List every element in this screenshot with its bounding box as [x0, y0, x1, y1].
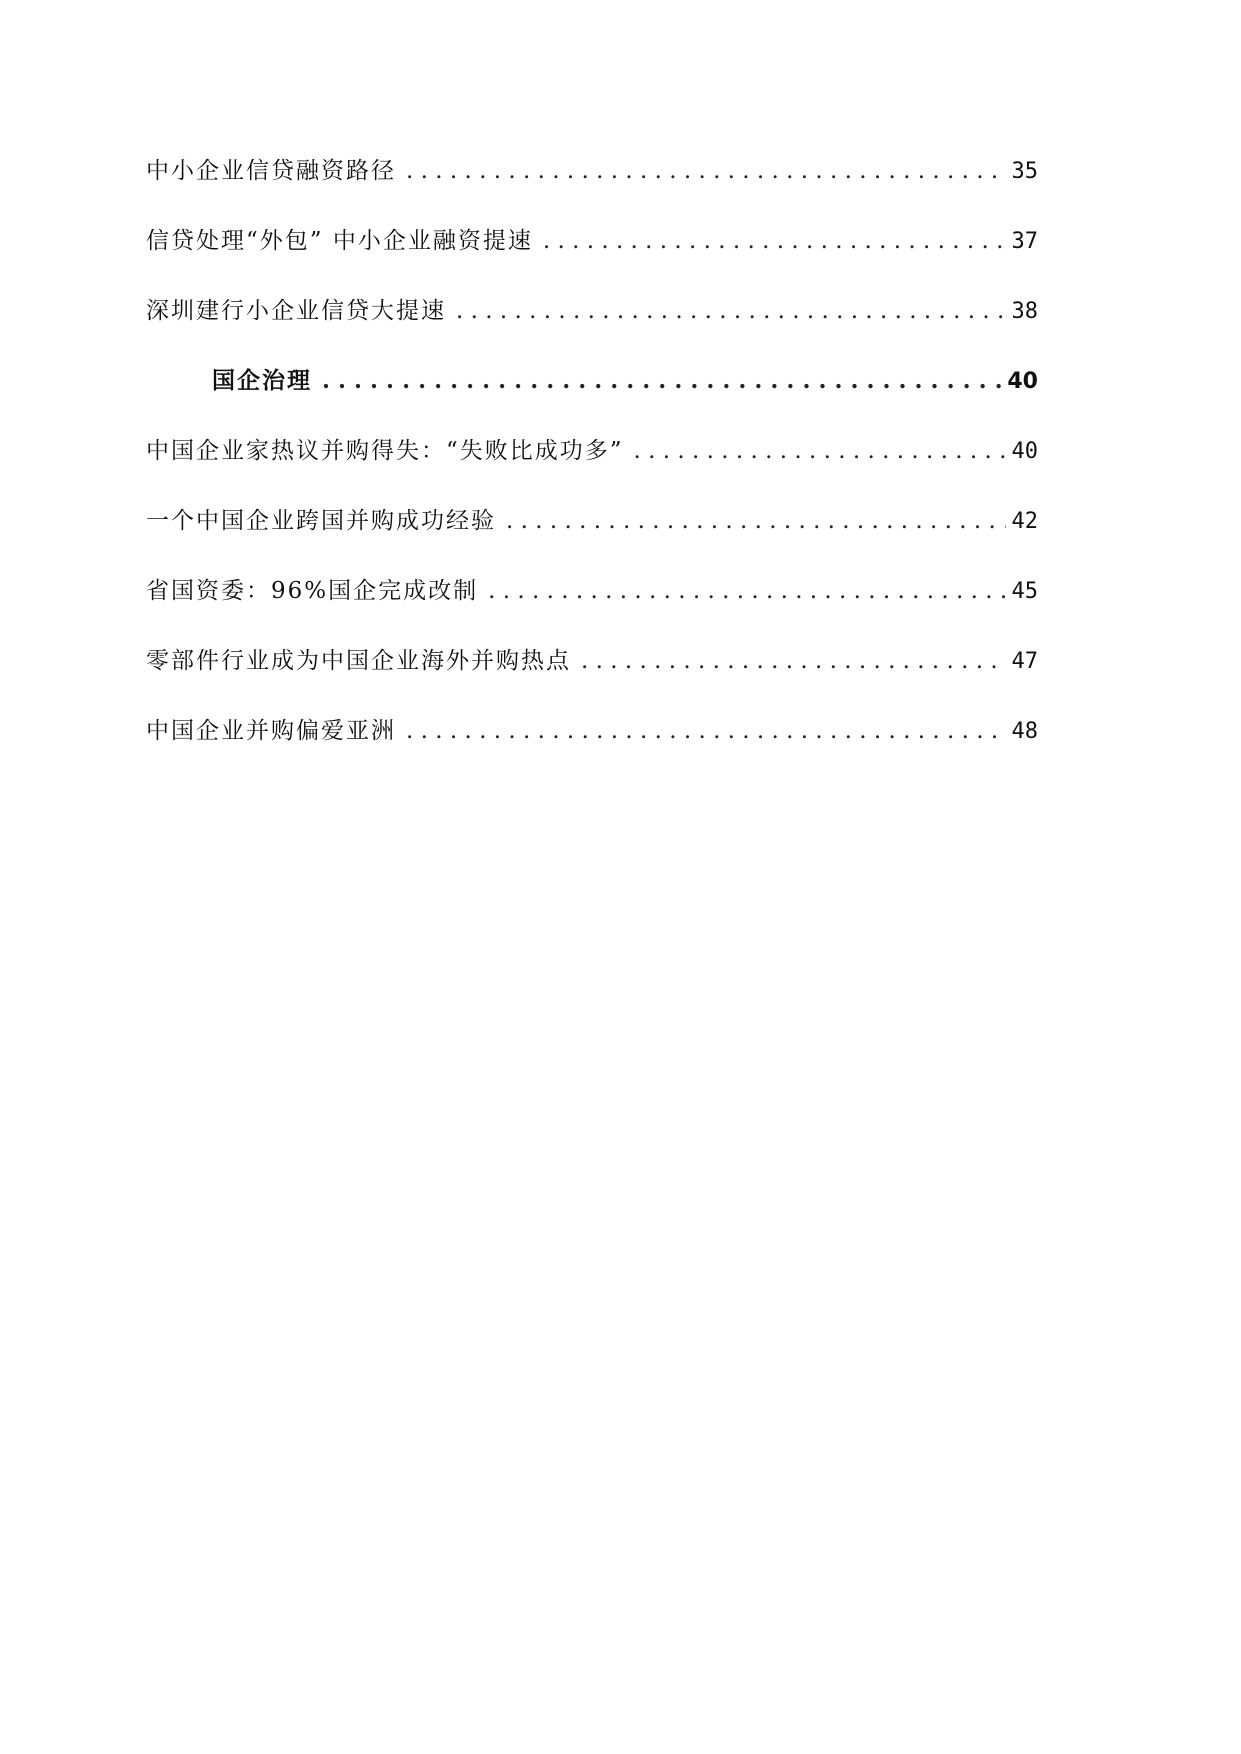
toc-section-heading[interactable] [146, 362, 1038, 432]
dot-leader [322, 367, 1001, 394]
toc-entry-title: 深圳建行小企业信贷大提速 [146, 298, 446, 324]
toc-entry-page: 42 [1011, 509, 1038, 534]
toc-entry-page: 35 [1011, 159, 1038, 184]
toc-entry-title: 中国企业家热议并购得失：“失败比成功多” [146, 438, 624, 464]
toc-entry-title: 中国企业并购偏爱亚洲 [146, 718, 396, 744]
toc-entry-page: 38 [1011, 299, 1038, 324]
toc-entry-title: 零部件行业成为中国企业海外并购热点 [146, 648, 571, 674]
dot-leader [488, 578, 1005, 604]
dot-leader [406, 158, 1006, 184]
toc-entry[interactable] [146, 502, 1038, 572]
toc-entry-title: 省国资委：96%国企完成改制 [146, 578, 479, 604]
dot-leader [406, 718, 1006, 744]
toc-section-page: 40 [1007, 369, 1038, 394]
toc-entry-title: 信贷处理“外包” 中小企业融资提速 [146, 228, 533, 254]
toc-entry-page: 37 [1011, 229, 1038, 254]
toc-entry[interactable] [146, 712, 1038, 782]
dot-leader [634, 438, 1006, 464]
toc-entry[interactable] [146, 222, 1038, 292]
toc-entry[interactable] [146, 572, 1038, 642]
toc-entry[interactable] [146, 642, 1038, 712]
toc-entry[interactable] [146, 292, 1038, 362]
toc-entry-title: 一个中国企业跨国并购成功经验 [146, 508, 496, 534]
table-of-contents [146, 152, 1038, 782]
toc-entry-page: 40 [1011, 439, 1038, 464]
toc-entry-title: 中小企业信贷融资路径 [146, 158, 396, 184]
toc-entry-page: 45 [1011, 579, 1038, 604]
dot-leader [456, 298, 1006, 324]
toc-entry[interactable] [146, 152, 1038, 222]
dot-leader [581, 648, 1006, 674]
toc-entry-page: 47 [1011, 649, 1038, 674]
toc-section-title: 国企治理 [212, 367, 312, 394]
dot-leader [543, 228, 1006, 254]
toc-entry[interactable] [146, 432, 1038, 502]
toc-entry-page: 48 [1011, 719, 1038, 744]
dot-leader [506, 508, 1006, 534]
